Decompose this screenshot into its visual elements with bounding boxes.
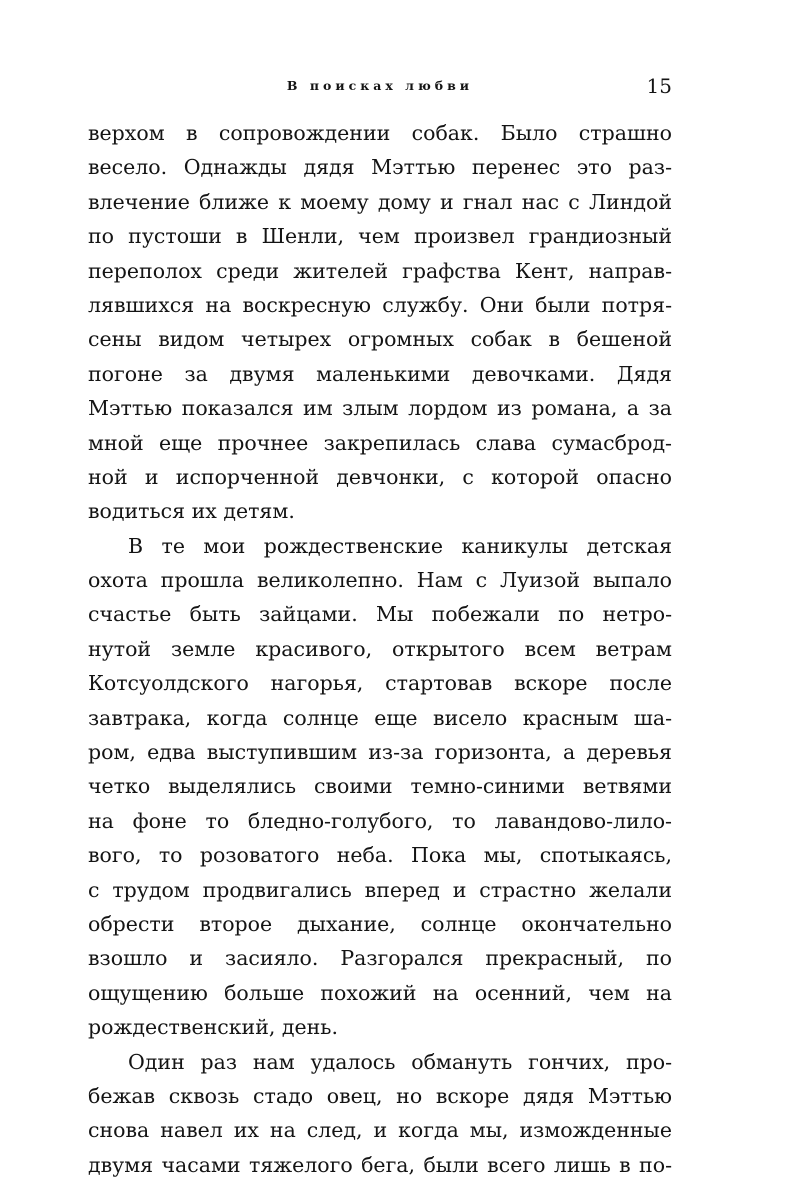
text-line: ной и испорченной девчонки, с которой опасно xyxy=(88,464,672,489)
text-line: обрести второе дыхание, солнце окончательно xyxy=(88,911,672,936)
text-line: влечение ближе к моему дому и гнал нас с Линдой xyxy=(88,189,672,214)
text-line: счастье быть зайцами. Мы побежали по нетро- xyxy=(88,602,672,627)
text-line: завтрака, когда солнце еще висело красным ша- xyxy=(88,705,672,730)
text-line: переполох среди жителей графства Кент, направ- xyxy=(88,258,672,283)
text-line: бежав сквозь стадо овец, но вскоре дядя Мэттью xyxy=(88,1083,672,1108)
text-line: ощущению больше похожий на осенний, чем на xyxy=(88,980,672,1005)
text-line: весело. Однажды дядя Мэттью перенес это раз- xyxy=(88,155,672,180)
text-line: верхом в сопровождении собак. Было страшно xyxy=(88,121,672,145)
text-line: взошло и засияло. Разгорался прекрасный, по xyxy=(88,946,672,971)
text-line: сены видом четырех огромных собак в бешеной xyxy=(88,327,672,352)
text-line: погоне за двумя маленькими девочками. Дядя xyxy=(88,361,672,386)
page-number: 15 xyxy=(646,74,672,98)
text-line: рождественский, день. xyxy=(88,1015,338,1040)
running-head xyxy=(88,74,672,100)
text-line: двумя часами тяжелого бега, были всего лишь в по- xyxy=(88,1152,672,1177)
book-title: В поисках любви xyxy=(286,78,474,93)
text-line: четко выделялись своими темно-синими ветвями xyxy=(88,774,672,799)
text-line: охота прошла великолепно. Нам с Луизой выпало xyxy=(88,568,672,593)
text-line: лявшихся на воскресную службу. Они были потря- xyxy=(88,292,672,317)
text-line: водиться их детям. xyxy=(88,499,295,524)
text-line: Один раз нам удалось обмануть гончих, про- xyxy=(128,1049,672,1074)
text-line: на фоне то бледно-голубого, то лавандово-лило- xyxy=(88,808,672,833)
text-line: с трудом продвигались вперед и страстно желали xyxy=(88,877,672,902)
text-line: по пустоши в Шенли, чем произвел грандиозный xyxy=(88,224,672,249)
text-line: Мэттью показался им злым лордом из романа, а за xyxy=(88,396,672,421)
text-line: Котсуолдского нагорья, стартовав вскоре после xyxy=(88,671,672,696)
text-line: вого, то розоватого неба. Пока мы, спотыкаясь, xyxy=(88,843,672,868)
text-line: мной еще прочнее закрепилась слава сумасброд- xyxy=(88,430,672,455)
text-line: В те мои рождественские каникулы детская xyxy=(128,533,672,558)
text-line: нутой земле красивого, открытого всем ветрам xyxy=(88,636,672,661)
body-text xyxy=(88,116,672,1182)
text-line: ром, едва выступившим из-за горизонта, а деревья xyxy=(88,740,672,765)
text-line: снова навел их на след, и когда мы, изможденные xyxy=(88,1118,672,1143)
